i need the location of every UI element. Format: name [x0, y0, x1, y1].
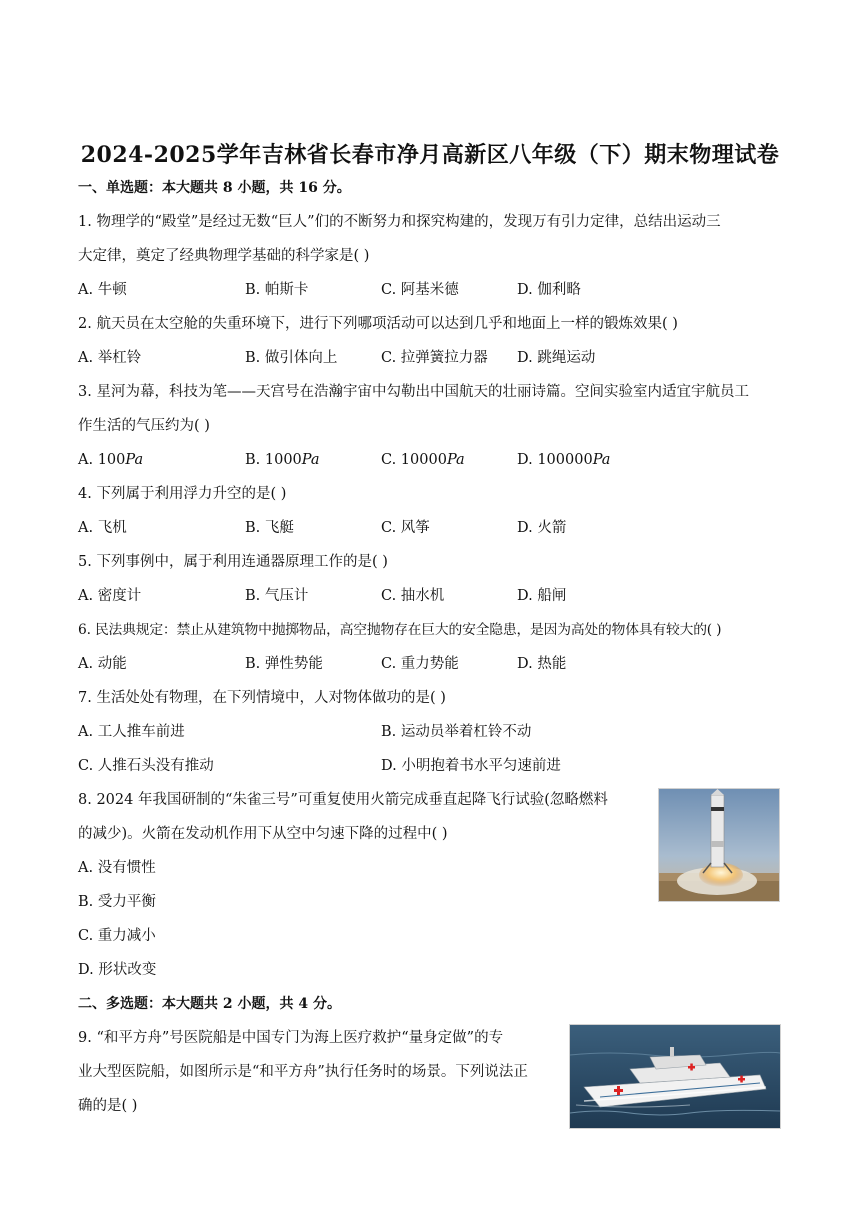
question-6-option-d: D. 热能 — [517, 656, 567, 672]
hospital-ship-image — [569, 1024, 781, 1129]
question-6-option-c: C. 重力势能 — [381, 656, 459, 672]
question-8-stem-line-2: 的减少)。火箭在发动机作用下从空中匀速下降的过程中( ) — [78, 826, 448, 842]
question-7-option-d: D. 小明抱着书水平匀速前进 — [381, 758, 561, 774]
question-5-stem: 5. 下列事例中，属于利用连通器原理工作的是( ) — [78, 554, 388, 570]
question-4-stem: 4. 下列属于利用浮力升空的是( ) — [78, 486, 287, 502]
question-6-option-b: B. 弹性势能 — [245, 656, 323, 672]
question-8-option-c: C. 重力减小 — [78, 928, 156, 944]
question-1-option-c: C. 阿基米德 — [381, 282, 459, 298]
pa-unit: Pa — [301, 452, 320, 468]
question-8-option-b: B. 受力平衡 — [78, 894, 156, 910]
question-7-stem: 7. 生活处处有物理，在下列情境中，人对物体做功的是( ) — [78, 690, 446, 706]
question-4-option-c: C. 风筝 — [381, 520, 430, 536]
question-4-option-d: D. 火箭 — [517, 520, 567, 536]
question-9-stem-line-3: 确的是( ) — [78, 1098, 138, 1114]
question-5-option-a: A. 密度计 — [78, 588, 142, 604]
question-5-option-d: D. 船闸 — [517, 588, 567, 604]
question-1-stem-line-1: 1. 物理学的“殿堂”是经过无数“巨人”们的不断努力和探究构建的，发现万有引力定律，总结出运动三 — [78, 214, 721, 230]
pa-unit: Pa — [446, 452, 465, 468]
question-6-option-a: A. 动能 — [78, 656, 127, 672]
question-8-stem-line-1: 8. 2024 年我国研制的“朱雀三号”可重复使用火箭完成垂直起降飞行试验(忽略燃料 — [78, 792, 608, 808]
question-2-option-d: D. 跳绳运动 — [517, 350, 596, 366]
section-heading-multiple-choice: 二、多选题：本大题共 2 小题，共 4 分。 — [78, 996, 341, 1012]
question-9-stem-line-2: 业大型医院船，如图所示是“和平方舟”执行任务时的场景。下列说法正 — [78, 1064, 528, 1080]
question-1-option-b: B. 帕斯卡 — [245, 282, 309, 298]
question-3-option-c: C. 10000Pa — [381, 452, 465, 468]
question-1-stem-line-2: 大定律，奠定了经典物理学基础的科学家是( ) — [78, 248, 370, 264]
question-7-option-c: C. 人推石头没有推动 — [78, 758, 214, 774]
question-6-stem: 6. 民法典规定：禁止从建筑物中抛掷物品，高空抛物存在巨大的安全隐患，是因为高处的物体具有较大的( ) — [78, 622, 722, 638]
question-7-option-b: B. 运动员举着杠铃不动 — [381, 724, 532, 740]
page-title: 2024-2025学年吉林省长春市净月高新区八年级（下）期末物理试卷 — [80, 142, 780, 168]
question-4-option-a: A. 飞机 — [78, 520, 127, 536]
question-2-option-c: C. 拉弹簧拉力器 — [381, 350, 488, 366]
question-3-option-a: A. 100Pa — [78, 452, 144, 468]
question-3-stem-line-2: 作生活的气压约为( ) — [78, 418, 210, 434]
question-4-option-b: B. 飞艇 — [245, 520, 294, 536]
question-5-option-b: B. 气压计 — [245, 588, 309, 604]
question-3-stem-line-1: 3. 星河为幕，科技为笔——天宫号在浩瀚宇宙中勾勒出中国航天的壮丽诗篇。空间实验室内适宜宇航员工 — [78, 384, 749, 400]
question-2-option-b: B. 做引体向上 — [245, 350, 338, 366]
section-heading-single-choice: 一、单选题：本大题共 8 小题，共 16 分。 — [78, 180, 351, 196]
question-2-stem: 2. 航天员在太空舱的失重环境下，进行下列哪项活动可以达到几乎和地面上一样的锻炼效果( ) — [78, 316, 678, 332]
pa-unit: Pa — [592, 452, 611, 468]
question-8-option-a: A. 没有惯性 — [78, 860, 156, 876]
pa-unit: Pa — [125, 452, 144, 468]
question-9-stem-line-1: 9. “和平方舟”号医院船是中国专门为海上医疗救护“量身定做”的专 — [78, 1030, 504, 1046]
question-1-option-a: A. 牛顿 — [78, 282, 127, 298]
question-7-option-a: A. 工人推车前进 — [78, 724, 185, 740]
question-3-option-b: B. 1000Pa — [245, 452, 320, 468]
question-8-option-d: D. 形状改变 — [78, 962, 157, 978]
question-5-option-c: C. 抽水机 — [381, 588, 445, 604]
rocket-landing-image — [658, 788, 780, 902]
question-1-option-d: D. 伽利略 — [517, 282, 581, 298]
question-3-option-d: D. 100000Pa — [517, 452, 611, 468]
question-2-option-a: A. 举杠铃 — [78, 350, 142, 366]
